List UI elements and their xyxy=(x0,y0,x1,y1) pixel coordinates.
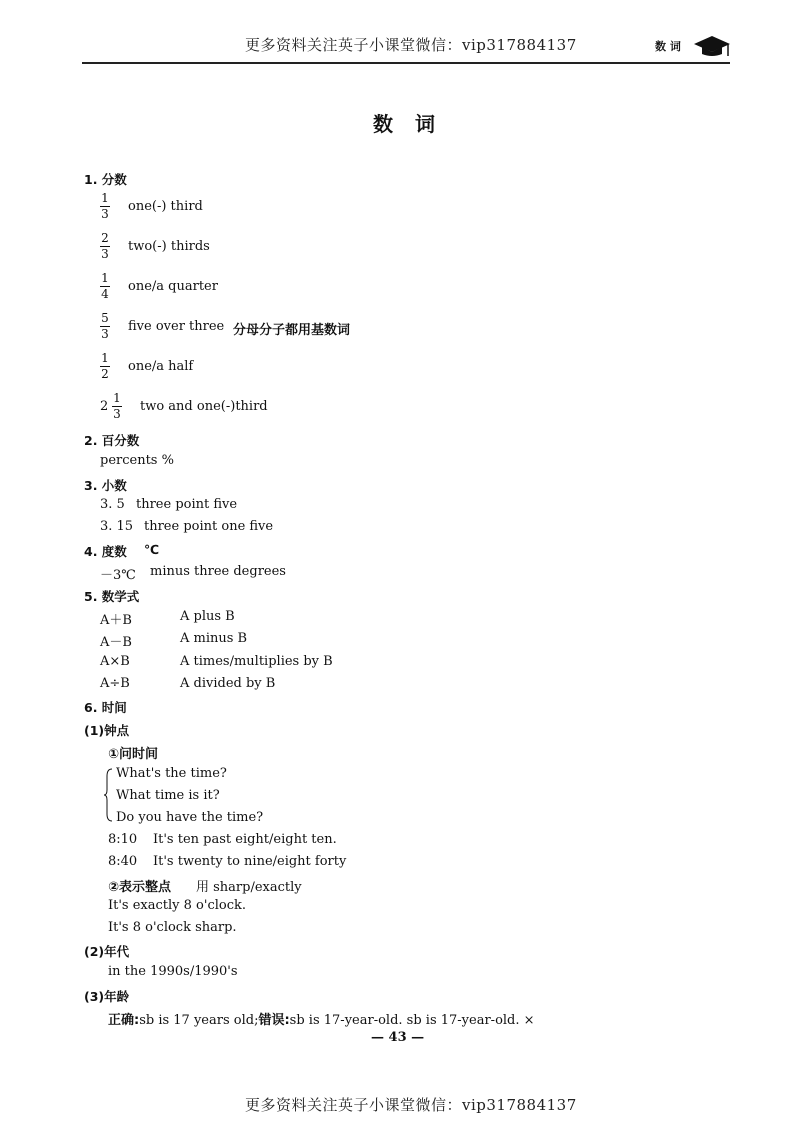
header-rule xyxy=(82,62,730,64)
fraction-2-1-3 xyxy=(112,392,122,421)
fraction-1-2 xyxy=(100,352,110,381)
graduation-cap-icon xyxy=(692,32,732,58)
section-heading-time: 6. 时间 xyxy=(84,700,127,715)
mixed-whole-number: 2 xyxy=(100,399,109,414)
math-expression: A÷B xyxy=(100,676,130,691)
fraction-5-3 xyxy=(100,312,110,341)
age-correct-label: 正确: xyxy=(108,1013,140,1028)
decade-example: in the 1990s/1990's xyxy=(108,964,238,979)
fraction-reading: one(-) third xyxy=(128,199,203,214)
fraction-numerator: 5 xyxy=(101,311,109,325)
subheading-age: (3)年龄 xyxy=(84,989,130,1004)
fraction-1-4 xyxy=(100,272,110,301)
fraction-numerator: 1 xyxy=(101,351,109,365)
math-reading: A minus B xyxy=(180,631,248,646)
ask-time-label: ①问时间 xyxy=(108,747,159,762)
fraction-numerator: 2 xyxy=(101,231,109,245)
math-reading: A plus B xyxy=(180,609,235,624)
subheading-decade: (2)年代 xyxy=(84,944,130,959)
decimal-reading: three point one five xyxy=(144,519,274,534)
fraction-1-3 xyxy=(100,192,110,221)
fraction-denominator: 2 xyxy=(101,367,109,381)
section-heading-degrees: 4. 度数 xyxy=(84,544,127,559)
section-heading-percent: 2. 百分数 xyxy=(84,433,140,448)
decimal-reading: three point five xyxy=(136,497,238,512)
fraction-denominator: 4 xyxy=(101,287,109,301)
fraction-denominator: 3 xyxy=(113,407,121,421)
brace-icon xyxy=(104,768,114,822)
degree-number: －3℃ xyxy=(100,568,136,583)
sharp-example: It's exactly 8 o'clock. xyxy=(108,898,247,913)
sharp-label: ②表示整点 xyxy=(108,880,172,895)
fraction-numerator: 1 xyxy=(101,191,109,205)
fraction-reading: two(-) thirds xyxy=(128,239,210,254)
fraction-numerator: 1 xyxy=(113,391,121,405)
percent-reading: percents % xyxy=(100,453,174,468)
watermark-bottom: 更多资料关注英子小课堂微信：vip317884137 xyxy=(245,1096,577,1114)
section-heading-decimals: 3. 小数 xyxy=(84,478,127,493)
watermark-top: 更多资料关注英子小课堂微信：vip317884137 xyxy=(245,36,577,54)
question-line: What time is it? xyxy=(116,788,220,803)
decimal-number: 3. 5 xyxy=(100,497,125,512)
fraction-note: 分母分子都用基数词 xyxy=(233,323,351,338)
page-title: 数词 xyxy=(373,112,457,136)
sharp-example: It's 8 o'clock sharp. xyxy=(108,920,237,935)
decimal-number: 3. 15 xyxy=(100,519,134,534)
age-wrong-label: 错误: xyxy=(258,1013,290,1028)
age-wrong: sb is 17-year-old. sb is 17-year-old. × xyxy=(289,1013,535,1028)
celsius-symbol: ℃ xyxy=(144,542,160,557)
fraction-reading: one/a half xyxy=(128,359,194,374)
degree-reading: minus three degrees xyxy=(150,564,286,579)
fraction-denominator: 3 xyxy=(101,207,109,221)
math-expression: A×B xyxy=(100,654,130,669)
age-line xyxy=(108,1009,535,1028)
math-reading: A times/multiplies by B xyxy=(180,654,333,669)
clock-reading: It's ten past eight/eight ten. xyxy=(153,832,337,847)
question-line: What's the time? xyxy=(116,766,227,781)
section-heading-fractions: 1. 分数 xyxy=(84,172,127,187)
fraction-denominator: 3 xyxy=(101,327,109,341)
question-line: Do you have the time? xyxy=(116,810,264,825)
clock-reading: It's twenty to nine/eight forty xyxy=(153,854,347,869)
section-heading-math: 5. 数学式 xyxy=(84,589,140,604)
sharp-usage: 用 sharp/exactly xyxy=(196,880,302,895)
fraction-reading: one/a quarter xyxy=(128,279,218,294)
age-correct: sb is 17 years old; xyxy=(139,1013,259,1028)
fraction-2-3 xyxy=(100,232,110,261)
header-section-label: 数 词 xyxy=(655,40,681,53)
fraction-denominator: 3 xyxy=(101,247,109,261)
clock-time: 8:40 xyxy=(108,854,138,869)
fraction-reading: five over three xyxy=(128,319,225,334)
math-expression: A－B xyxy=(100,635,132,650)
clock-time: 8:10 xyxy=(108,832,138,847)
subheading-clock: (1)钟点 xyxy=(84,723,130,738)
fraction-reading: two and one(-)third xyxy=(140,399,268,414)
math-expression: A＋B xyxy=(100,613,132,628)
fraction-numerator: 1 xyxy=(101,271,109,285)
math-reading: A divided by B xyxy=(180,676,276,691)
page-number: — 43 — xyxy=(371,1030,425,1045)
